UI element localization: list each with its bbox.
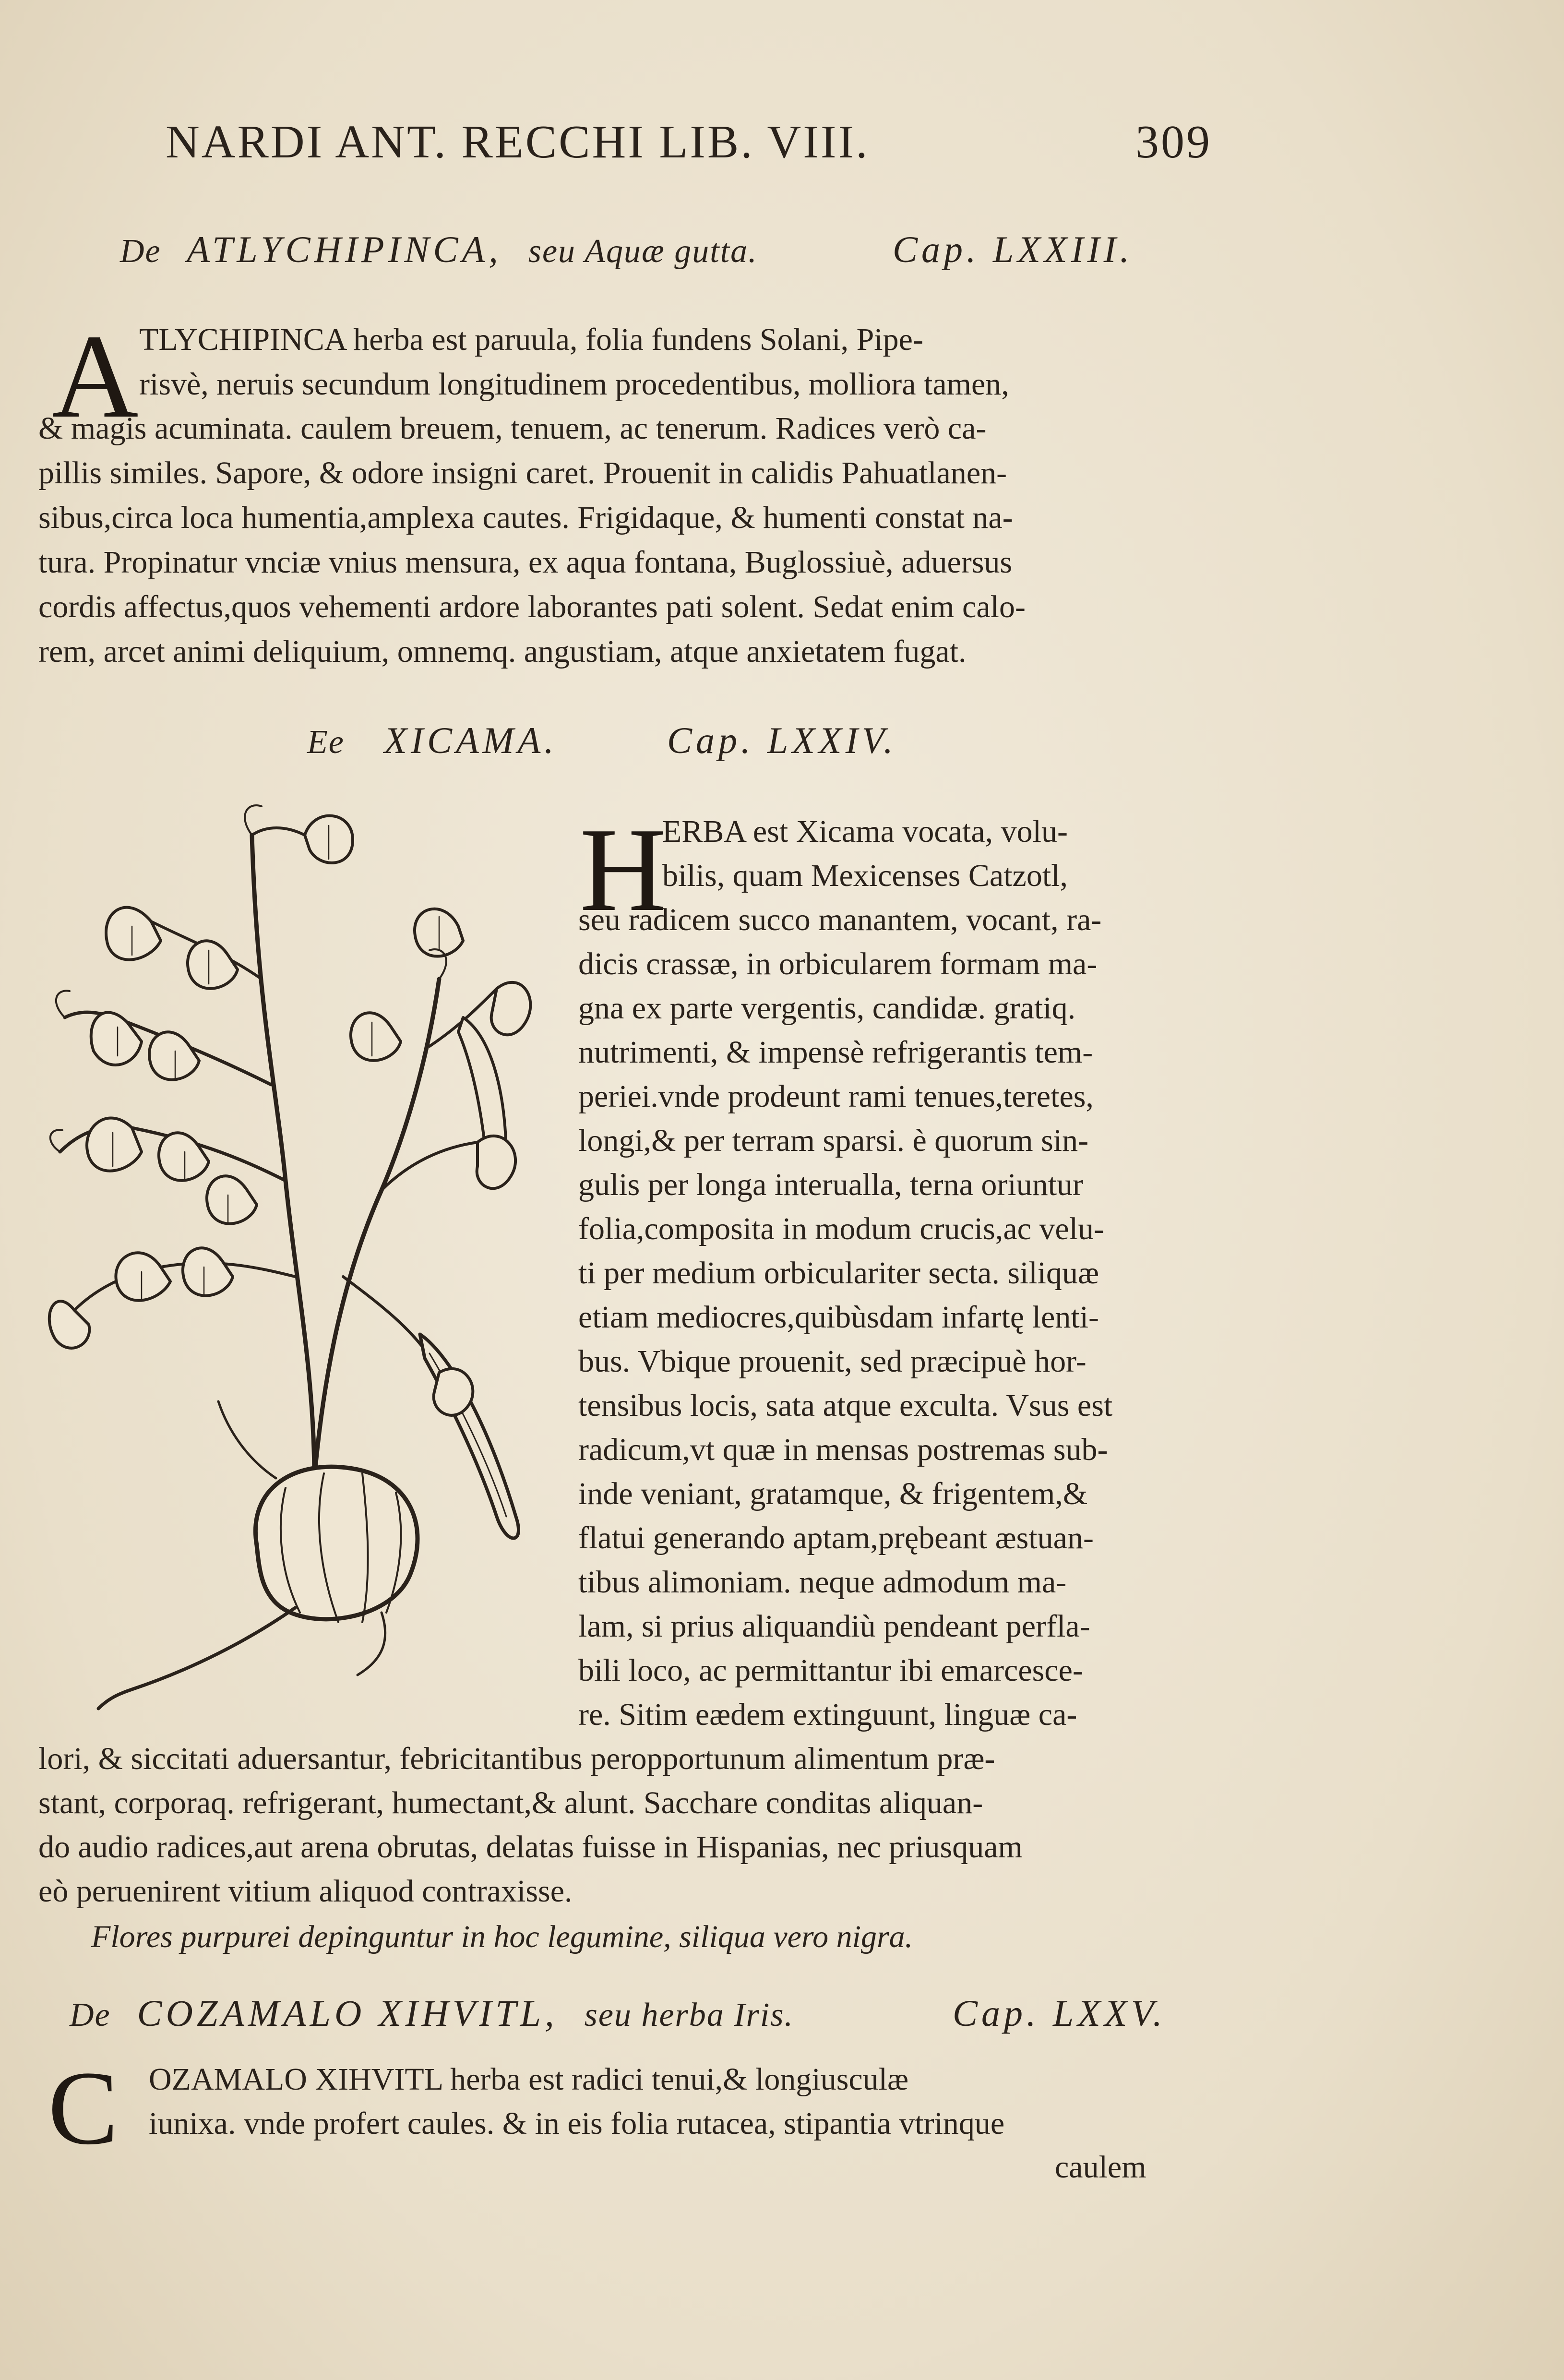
text-line: & magis acuminata. caulem breuem, tenuem, ac tenerum. Radices verò ca- [38,411,987,446]
text-line: periei.vnde prodeunt rami tenues,teretes, [578,1079,1094,1114]
text-line: bili loco, ac permittantur ibi emarcesce- [578,1653,1083,1688]
text-line: rem, arcet animi deliquium, omnemq. angustiam, atque anxietatem fugat. [38,634,967,669]
text-line: eò peruenirent vitium aliquod contraxisse. [38,1874,573,1909]
text-line: inde veniant, gratamque, & frigentem,& [578,1476,1088,1511]
chapter-74-drop-cap: H [580,803,667,936]
chapter-73-heading-de: De [120,233,161,270]
text-line: dicis crassæ, in orbicularem formam ma- [578,946,1098,981]
text-line: iunixa. vnde profert caules. & in eis folia rutacea, stipantia vtrinque [149,2106,1005,2141]
text-line: flatui generando aptam,prębeant æstuan- [578,1520,1094,1555]
chapter-75-heading-de: De [70,1997,111,2033]
text-line: seu radicem succo manantem, vocant, ra- [578,902,1102,937]
text-line: ti per medium orbiculariter secta. siliquæ [578,1256,1099,1291]
text-line: cordis affectus,quos vehementi ardore laborantes pati solent. Sedat enim calo- [38,589,1026,624]
text-line: risvè, neruis secundum longitudinem procedentibus, molliora tamen, [139,367,1009,402]
chapter-73-heading [120,228,758,271]
text-line: bus. Vbique prouenit, sed præcipuè hor- [578,1344,1086,1379]
text-line: re. Sitim eædem extinguunt, linguæ ca- [578,1697,1077,1732]
catchword: caulem [1055,2150,1146,2185]
chapter-74-heading-de: Ee [307,724,345,761]
chapter-73-number: Cap. LXXIII. [893,228,1134,270]
chapter-73-heading-gloss: seu Aquæ gutta. [528,233,758,270]
chapter-75-heading [70,1992,794,2035]
text-line: gulis per longa interualla, terna oriuntur [578,1167,1084,1202]
chapter-75-drop-cap: C [48,2049,119,2166]
text-line: longi,& per terram sparsi. è quorum sin- [578,1123,1089,1158]
text-line: bilis, quam Mexicenses Catzotl, [662,858,1068,893]
chapter-73-heading-name: ATLYCHIPINCA, [187,228,502,270]
text-line: pillis similes. Sapore, & odore insigni caret. Prouenit in calidis Pahuatlanen- [38,455,1007,490]
text-line: nutrimenti, & impensè refrigerantis tem- [578,1035,1093,1070]
running-head [166,115,1212,178]
text-line: ERBA est Xicama vocata, volu- [662,814,1068,849]
chapter-74-number: Cap. LXXIV. [667,719,897,761]
text-line: tura. Propinatur vnciæ vnius mensura, ex aqua fontana, Buglossiuè, aduersus [38,545,1013,580]
chapter-73-drop-cap: A [52,310,139,443]
chapter-75-heading-gloss: seu herba Iris. [584,1997,794,2033]
page-number: 309 [1135,116,1212,168]
text-line: OZAMALO XIHVITL herba est radici tenui,& longiusculæ [149,2062,909,2097]
chapter-74-note: Flores purpurei depinguntur in hoc legumine, siliqua vero nigra. [91,1919,913,1954]
running-head-title: NARDI ANT. RECCHI LIB. VIII. [166,116,870,168]
chapter-75-number: Cap. LXXV. [953,1992,1166,2034]
text-line: lori, & siccitati aduersantur, febricitantibus peropportunum alimentum præ- [38,1741,995,1776]
text-line: radicum,vt quæ in mensas postremas sub- [578,1432,1108,1467]
text-line: stant, corporaq. refrigerant, humectant,& alunt. Sacchare conditas aliquan- [38,1785,983,1820]
chapter-75-heading-name: COZAMALO XIHVITL, [137,1992,558,2034]
chapter-74-heading [307,719,558,762]
text-line: lam, si prius aliquandiù pendeant perfla- [578,1609,1090,1644]
text-line: tibus alimoniam. neque admodum ma- [578,1565,1067,1600]
text-line: do audio radices,aut arena obrutas, delatas fuisse in Hispanias, nec priusquam [38,1830,1023,1865]
text-line: TLYCHIPINCA herba est paruula, folia fundens Solani, Pipe- [139,322,923,357]
text-line: etiam mediocres,quibùsdam infartę lenti- [578,1300,1099,1335]
text-line: gna ex parte vergentis, candidæ. gratiq. [578,991,1076,1026]
text-line: folia,composita in modum crucis,ac velu- [578,1211,1105,1246]
xicama-woodcut-illustration [46,797,549,1728]
text-line: sibus,circa loca humentia,amplexa cautes. Frigidaque, & humenti constat na- [38,500,1013,535]
chapter-74-heading-name: XICAMA. [384,719,558,761]
text-line: tensibus locis, sata atque exculta. Vsus est [578,1388,1113,1423]
